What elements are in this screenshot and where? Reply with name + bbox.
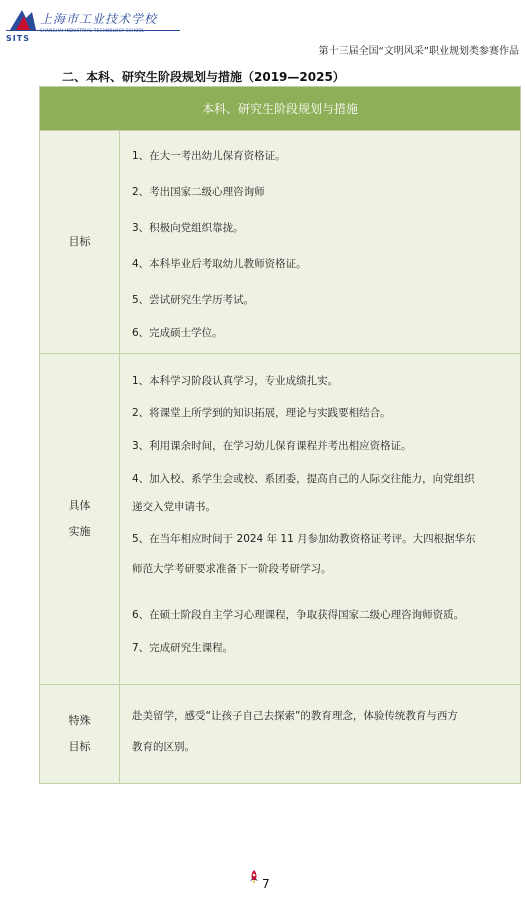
table-header-text: 本科、研究生阶段规划与措施 — [201, 102, 358, 116]
row-label-text: 特殊 — [68, 714, 91, 727]
list-item: 4、加入校、系学生会或校、系团委，提高自己的人际交往能力，向党组织 — [132, 473, 475, 485]
row-label-text: 具体 — [68, 499, 91, 512]
list-item: 3、利用课余时间，在学习幼儿保育课程并考出相应资格证。 — [132, 440, 412, 452]
list-item: 递交入党申请书。 — [132, 501, 216, 513]
page-header — [0, 0, 525, 62]
list-item: 6、完成硕士学位。 — [132, 327, 223, 339]
row-label — [40, 131, 120, 353]
page-number: 7 — [262, 877, 270, 891]
list-item: 1、在大一考出幼儿保育资格证。 — [132, 150, 286, 162]
rocket-icon — [248, 870, 260, 884]
table-row-special-goals — [40, 685, 520, 783]
list-item: 1、本科学习阶段认真学习，专业成绩扎实。 — [132, 375, 339, 387]
plan-table — [39, 86, 521, 784]
row-content — [120, 131, 520, 353]
row-label-text: 实施 — [68, 525, 91, 538]
contest-title: 第十三届全国“文明风采”职业规划类参赛作品 — [318, 46, 519, 57]
row-label — [40, 354, 120, 684]
school-name-en: SHANGHAI INDUSTRIAL TECHNOLOGY SCHOOL — [40, 28, 145, 33]
school-name: 上海市工业技术学校 — [40, 12, 158, 26]
list-item: 5、在当年相应时间于 2024 年 11 月参加幼教资格证考评。大四根据华东 — [132, 533, 476, 545]
table-row-implementation — [40, 354, 520, 685]
row-content — [120, 685, 520, 783]
row-content — [120, 354, 520, 684]
list-item: 师范大学考研要求准备下一阶段考研学习。 — [132, 563, 332, 575]
table-header — [40, 87, 520, 131]
list-item: 2、考出国家二级心理咨询师 — [132, 186, 265, 198]
row-label-text: 目标 — [68, 740, 91, 753]
list-item: 7、完成研究生课程。 — [132, 642, 234, 654]
list-item: 赴美留学，感受“让孩子自己去探索”的教育理念，体验传统教育与西方 — [132, 710, 458, 722]
logo-text: SITS — [6, 34, 30, 43]
list-item: 教育的区别。 — [132, 741, 195, 753]
row-label — [40, 685, 120, 783]
section-title: 二、本科、研究生阶段规划与措施（2019—2025） — [62, 70, 345, 84]
list-item: 3、积极向党组织靠拢。 — [132, 222, 244, 234]
table-row-goals — [40, 131, 520, 354]
list-item: 6、在硕士阶段自主学习心理课程，争取获得国家二级心理咨询师资质。 — [132, 609, 465, 621]
row-label-text: 目标 — [68, 235, 91, 248]
list-item: 2、将课堂上所学到的知识拓展，理论与实践要相结合。 — [132, 407, 391, 419]
list-item: 4、本科毕业后考取幼儿教师资格证。 — [132, 258, 307, 270]
list-item: 5、尝试研究生学历考试。 — [132, 294, 255, 306]
